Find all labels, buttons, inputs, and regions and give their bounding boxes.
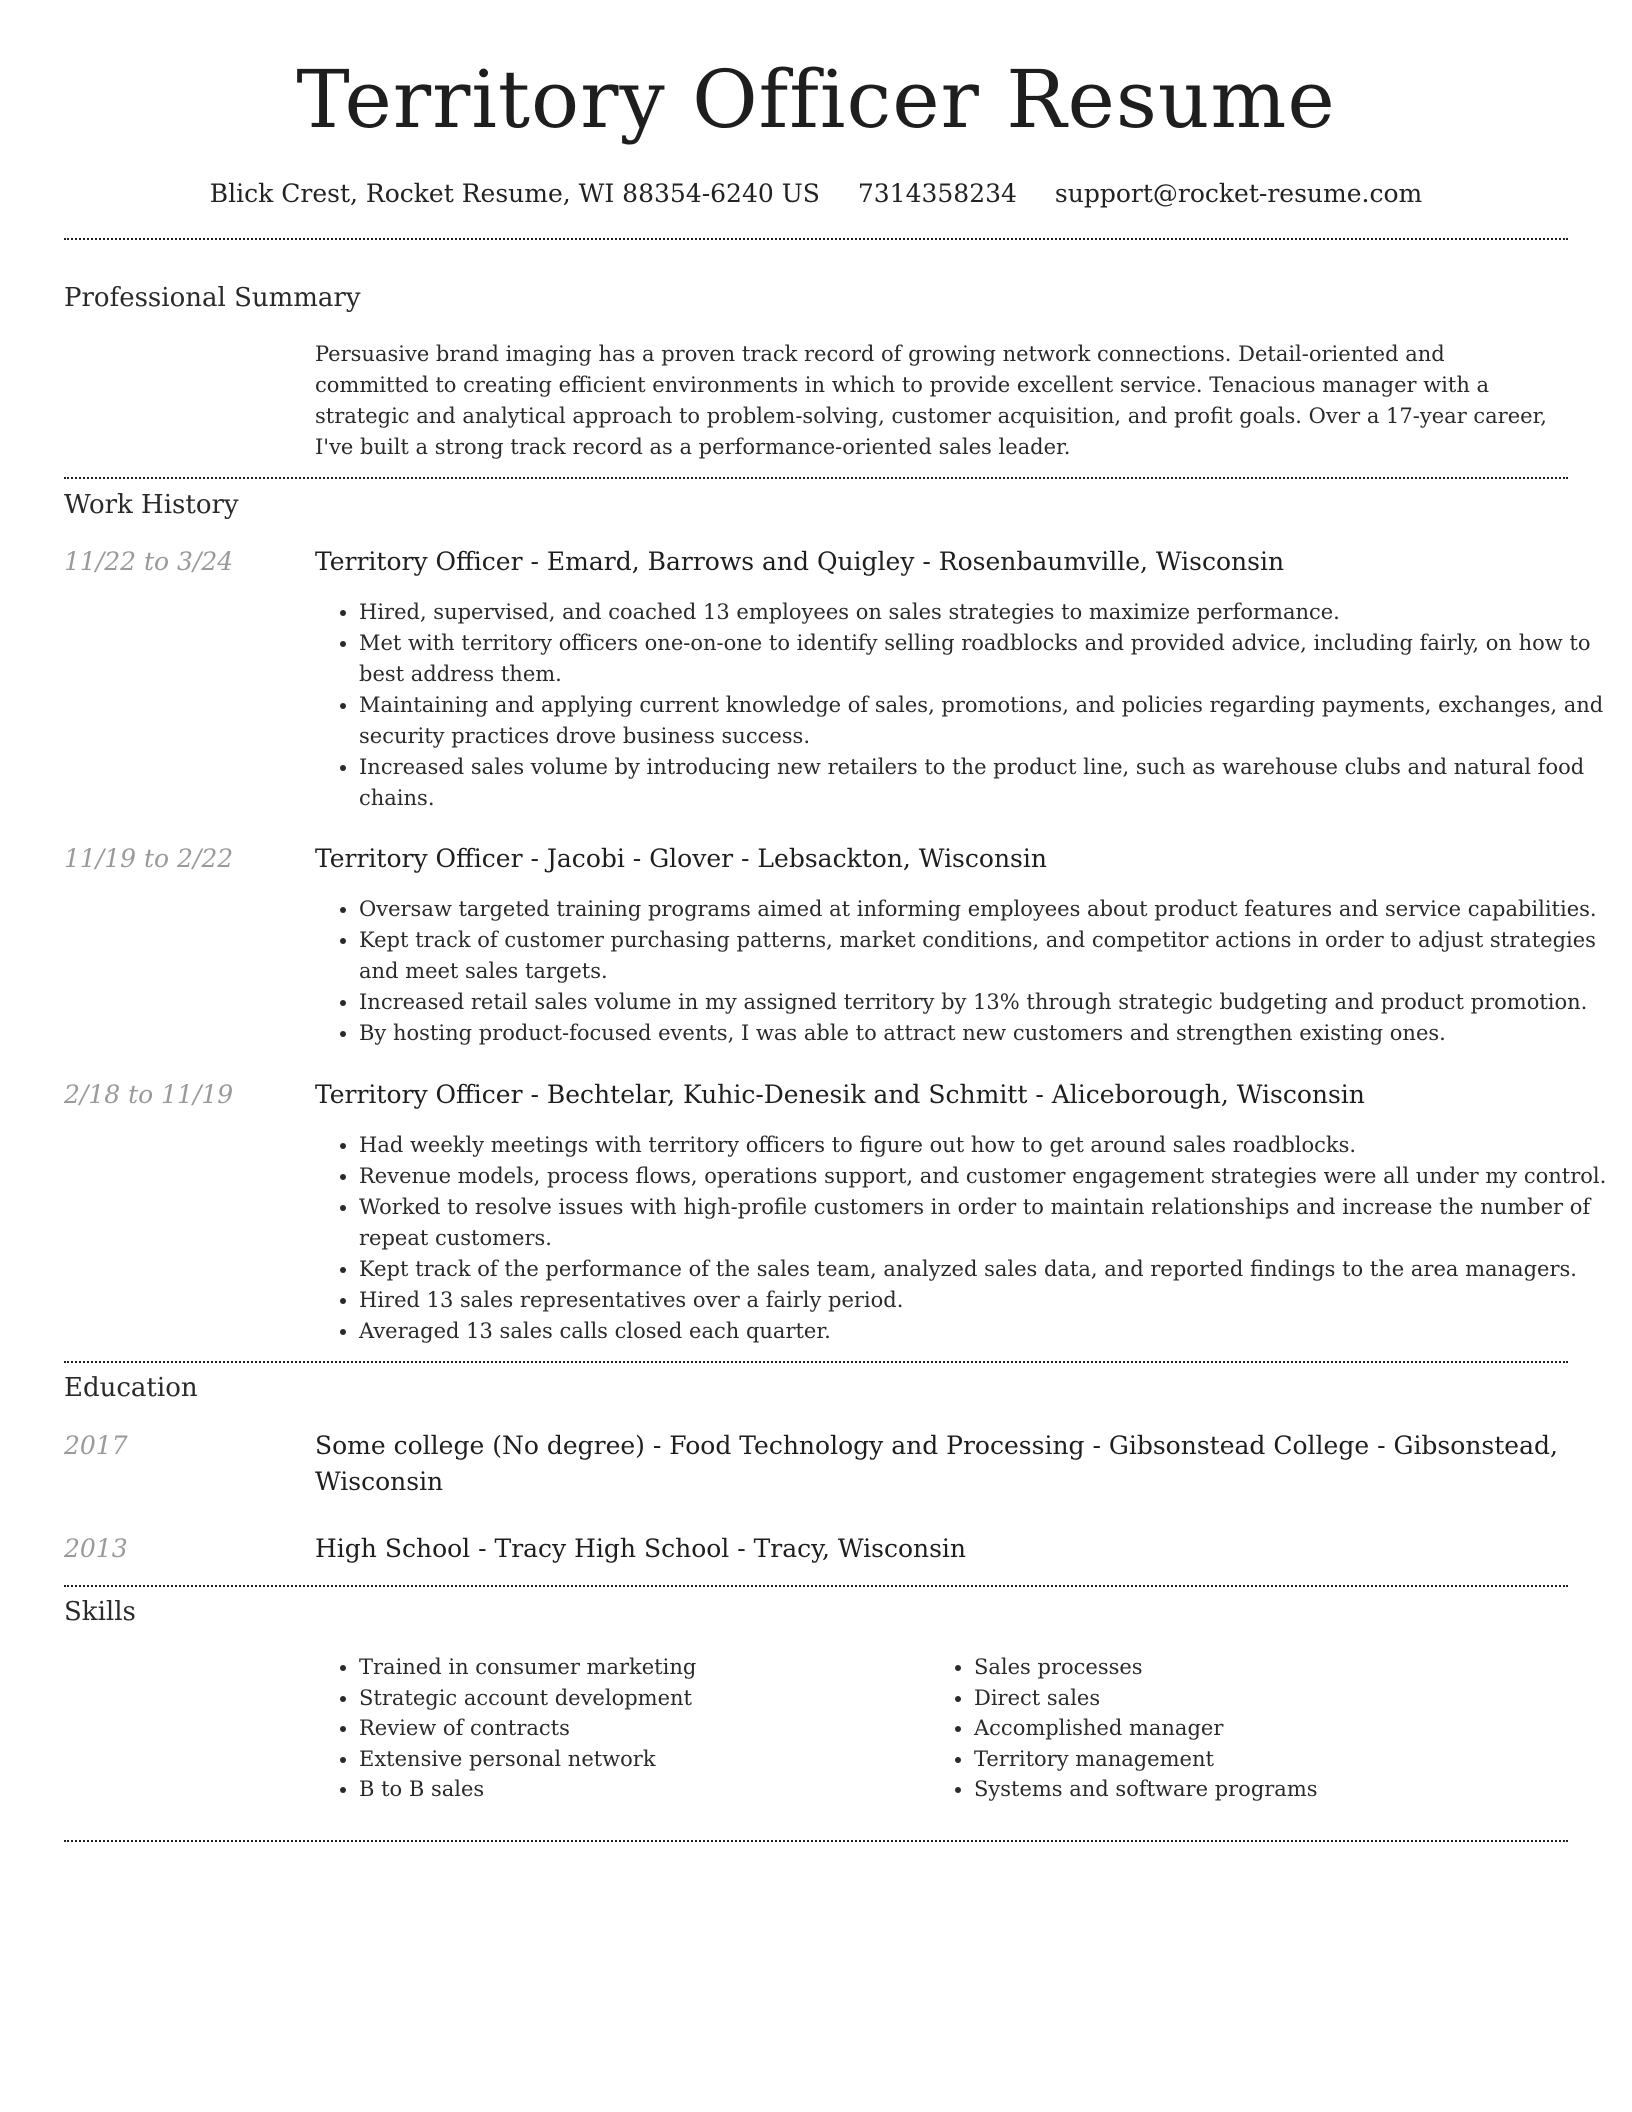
- education-heading: Education: [64, 1373, 198, 1403]
- job-bullet: • Averaged 13 sales calls closed each quarter.: [359, 1316, 1609, 1347]
- job-bullet: • Kept track of the performance of the sales team, analyzed sales data, and reported findings to the area managers.: [359, 1254, 1609, 1285]
- section-divider: [64, 1585, 1568, 1587]
- job-bullet: • Increased retail sales volume in my assigned territory by 13% through strategic budgeting and product promotion.: [359, 987, 1609, 1018]
- skill-item: • Extensive personal network: [359, 1744, 919, 1775]
- job-bullets: [315, 597, 1609, 814]
- job-bullet: • By hosting product-focused events, I was able to attract new customers and strengthen existing ones.: [359, 1018, 1609, 1049]
- job-bullet: • Hired, supervised, and coached 13 employees on sales strategies to maximize performance.: [359, 597, 1609, 628]
- resume-header: [0, 0, 1632, 210]
- job-bullets: [315, 1130, 1609, 1347]
- job-title: Territory Officer - Emard, Barrows and Quigley - Rosenbaumville, Wisconsin: [315, 547, 1285, 576]
- job-bullet: • Worked to resolve issues with high-profile customers in order to maintain relationships and increase the number of repeat customers.: [359, 1192, 1609, 1254]
- skill-item: • Systems and software programs: [974, 1774, 1574, 1805]
- section-divider: [64, 1361, 1568, 1363]
- skill-item: • Strategic account development: [359, 1683, 919, 1714]
- job-bullet: • Increased sales volume by introducing new retailers to the product line, such as warehouse clubs and natural food chains.: [359, 752, 1609, 814]
- education-year: 2017: [64, 1431, 128, 1460]
- section-divider: [64, 1840, 1568, 1842]
- job-title: Territory Officer - Bechtelar, Kuhic-Denesik and Schmitt - Aliceborough, Wisconsin: [315, 1080, 1365, 1109]
- skill-item: • B to B sales: [359, 1774, 919, 1805]
- skills-list-left: [315, 1652, 919, 1805]
- job-bullet: • Had weekly meetings with territory officers to figure out how to get around sales roadblocks.: [359, 1130, 1609, 1161]
- job-bullets: [315, 894, 1609, 1049]
- skill-item: • Territory management: [974, 1744, 1574, 1775]
- education-entry: Some college (No degree) - Food Technology and Processing - Gibsonstead College - Gibsonstead, Wisconsin: [315, 1431, 1558, 1496]
- skill-item: • Direct sales: [974, 1683, 1574, 1714]
- job-dates: 11/19 to 2/22: [64, 844, 234, 873]
- job-bullet: • Kept track of customer purchasing patterns, market conditions, and competitor actions in order to adjust strategies and meet sales targets.: [359, 925, 1609, 987]
- job-dates: 2/18 to 11/19: [64, 1080, 234, 1109]
- skill-item: • Sales processes: [974, 1652, 1574, 1683]
- job-bullet: • Revenue models, process flows, operations support, and customer engagement strategies were all under my control.: [359, 1161, 1609, 1192]
- skill-item: • Accomplished manager: [974, 1713, 1574, 1744]
- skills-list-right: [930, 1652, 1574, 1805]
- contact-email: support@rocket-resume.com: [1054, 179, 1423, 208]
- summary-text: Persuasive brand imaging has a proven track record of growing network connections. Detail-oriented and committed to creating efficient environments in which to provide excellent service. Tenacious manager with a strategic and analytical approach to problem-solving, customer acquisition, and profit goals. Over a 17-year career, I've built a strong track record as a performance-oriented sales leader.: [315, 342, 1547, 459]
- contact-address: Blick Crest, Rocket Resume, WI 88354-6240 US: [209, 179, 820, 208]
- summary-heading: Professional Summary: [64, 283, 361, 313]
- job-title: Territory Officer - Jacobi - Glover - Lebsackton, Wisconsin: [315, 844, 1047, 873]
- job-bullet: • Oversaw targeted training programs aimed at informing employees about product features and service capabilities.: [359, 894, 1609, 925]
- skills-heading: Skills: [64, 1597, 136, 1627]
- resume-title: Territory Officer Resume: [296, 53, 1336, 146]
- skill-item: • Trained in consumer marketing: [359, 1652, 919, 1683]
- section-divider: [64, 477, 1568, 479]
- education-entry: High School - Tracy High School - Tracy, Wisconsin: [315, 1534, 967, 1563]
- job-bullet: • Maintaining and applying current knowledge of sales, promotions, and policies regarding payments, exchanges, and security practices drove business success.: [359, 690, 1609, 752]
- job-bullet: • Met with territory officers one-on-one to identify selling roadblocks and provided advice, including fairly, on how to best address them.: [359, 628, 1609, 690]
- contact-line: [0, 178, 1632, 210]
- job-bullet: • Hired 13 sales representatives over a fairly period.: [359, 1285, 1609, 1316]
- skill-item: • Review of contracts: [359, 1713, 919, 1744]
- contact-phone: 7314358234: [857, 179, 1017, 208]
- job-dates: 11/22 to 3/24: [64, 547, 234, 576]
- section-divider: [64, 238, 1568, 240]
- education-year: 2013: [64, 1534, 128, 1563]
- work-history-heading: Work History: [64, 490, 239, 520]
